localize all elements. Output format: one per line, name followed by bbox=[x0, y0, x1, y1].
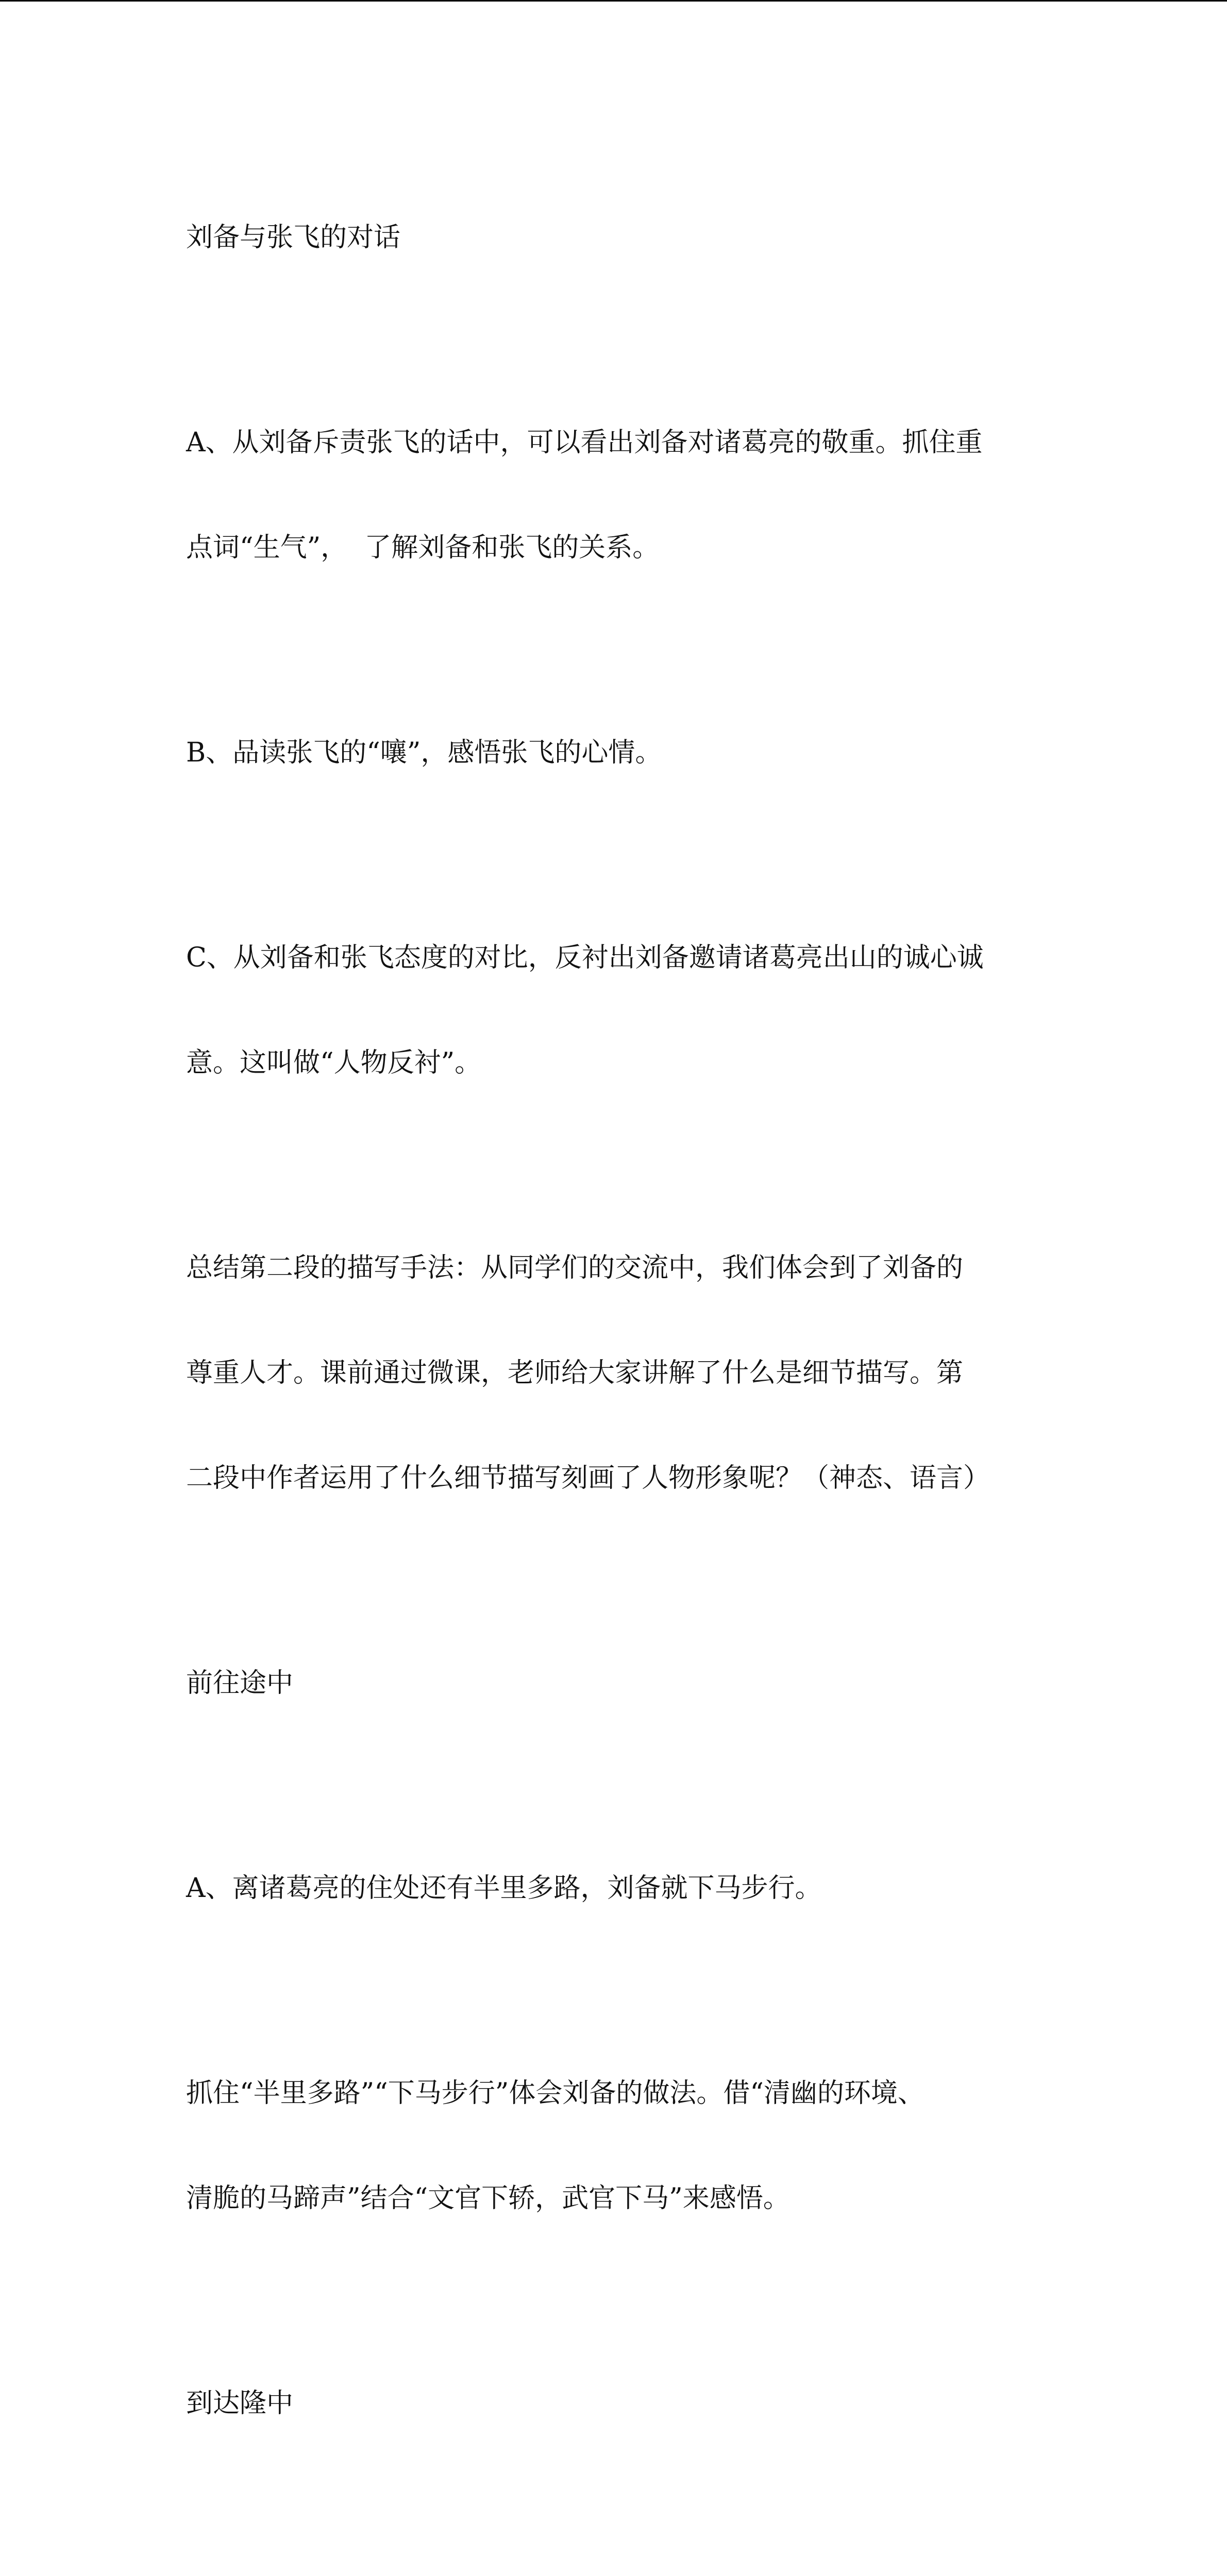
paragraph-c-contrast bbox=[186, 870, 1062, 1150]
text-line: 清脆的马蹄声”结合“文官下轿，武官下马”来感悟。 bbox=[186, 2183, 790, 2214]
paragraph-a-walk bbox=[186, 1801, 1062, 1976]
text-line: 刘备与张飞的对话 bbox=[186, 222, 401, 253]
paragraph-b-zhangfei bbox=[186, 665, 1062, 840]
text-line: C、从刘备和张飞态度的对比，反衬出刘备邀请诸葛亮出山的诚心诚 bbox=[186, 942, 984, 973]
text-line: 意。这叫做“人物反衬”。 bbox=[186, 1047, 482, 1078]
text-line: 点词“生气”， 了解刘备和张飞的关系。 bbox=[186, 532, 660, 563]
text-line: A、从刘备斥责张飞的话中，可以看出刘备对诸葛亮的敬重。抓住重 bbox=[186, 427, 983, 458]
paragraph-summary bbox=[186, 1180, 1062, 1566]
text-line: 抓住“半里多路”“下马步行”体会刘备的做法。借“清幽的环境、 bbox=[186, 2078, 925, 2109]
paragraph-key-phrases bbox=[186, 2006, 1062, 2286]
text-line: 到达隆中 bbox=[186, 2388, 294, 2419]
text-line: B、品读张飞的“嚷”，感悟张飞的心情。 bbox=[186, 737, 662, 768]
paragraph-b-knock bbox=[186, 2521, 1062, 2576]
section-heading-arrival bbox=[186, 2316, 1062, 2491]
text-line: 二段中作者运用了什么细节描写刻画了人物形象呢？（神态、语言） bbox=[186, 1463, 990, 1494]
section-heading-dialogue bbox=[186, 150, 1062, 325]
paragraph-a-rebuke bbox=[186, 355, 1062, 635]
text-line: 总结第二段的描写手法：从同学们的交流中，我们体会到了刘备的 bbox=[186, 1252, 964, 1283]
section-heading-en-route bbox=[186, 1596, 1062, 1771]
text-line: 尊重人才。课前通过微课，老师给大家讲解了什么是细节描写。第 bbox=[186, 1358, 964, 1388]
document-body bbox=[186, 150, 1062, 2576]
text-line: 前往途中 bbox=[186, 1668, 294, 1699]
text-line: A、离诸葛亮的住处还有半里多路，刘备就下马步行。 bbox=[186, 1873, 822, 1904]
